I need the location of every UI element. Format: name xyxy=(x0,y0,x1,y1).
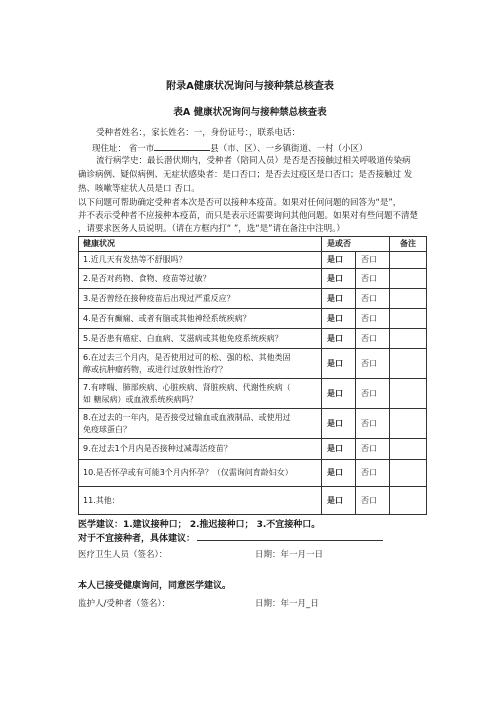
no-checkbox[interactable]: 否口 xyxy=(356,269,390,289)
health-check-table xyxy=(78,236,427,515)
table-row xyxy=(79,289,427,309)
address-suffix: 县（市、区）、一乡镇街道、一村（小区） xyxy=(210,144,368,154)
table-header-row xyxy=(79,237,427,252)
table-row xyxy=(79,252,427,269)
yes-checkbox[interactable]: 是口 xyxy=(322,460,356,487)
remark-cell[interactable] xyxy=(390,487,427,515)
remark-cell[interactable] xyxy=(390,309,427,329)
no-checkbox[interactable]: 否口 xyxy=(356,460,390,487)
no-checkbox[interactable]: 否口 xyxy=(356,409,390,439)
yes-checkbox[interactable]: 是口 xyxy=(322,329,356,349)
medical-advice-options: 医学建议：1.建议接种口； 2.推迟接种口； 3.不宜接种口。 xyxy=(78,520,321,530)
history-line-2: 确诊病例、疑似病例、无症状感染者：是口否口；是否去过疫区是口否口；是否接触过 发 xyxy=(78,170,413,180)
table-row xyxy=(79,329,427,349)
no-checkbox[interactable]: 否口 xyxy=(356,439,390,460)
yes-checkbox[interactable]: 是口 xyxy=(322,409,356,439)
question-text: 3.是否曾经在接种疫苗后出现过严重反应？ xyxy=(79,289,322,309)
table-row xyxy=(79,487,427,515)
remark-cell[interactable] xyxy=(390,349,427,379)
yes-checkbox[interactable]: 是口 xyxy=(322,349,356,379)
doctor-signature-date: 日期：年一月一日 xyxy=(255,550,324,560)
table-row xyxy=(79,349,427,379)
remark-cell[interactable] xyxy=(390,269,427,289)
guardian-signature-label: 监护人/受种者（签名）： xyxy=(78,599,171,609)
specific-advice-line xyxy=(78,531,383,544)
question-line-1: 6.在过去三个月内，是否使用过可的松、强的松、其他类固 xyxy=(83,353,291,362)
no-checkbox[interactable]: 否口 xyxy=(356,252,390,269)
question-line-1: 7.有哮喘、肺部疾病、心脏疾病、肾脏疾病、代谢性疾病（ xyxy=(83,383,291,392)
table-row xyxy=(79,309,427,329)
question-text: 2.是否对药物、食物、疫苗等过敏？ xyxy=(79,269,322,289)
header-health-status: 健康状况 xyxy=(79,237,322,252)
question-text xyxy=(79,349,322,379)
question-text: 4.是否有癫痫、或者有脑或其他神经系统疾病？ xyxy=(79,309,322,329)
yes-checkbox[interactable]: 是口 xyxy=(322,309,356,329)
yes-checkbox[interactable]: 是口 xyxy=(322,289,356,309)
remark-cell[interactable] xyxy=(390,329,427,349)
consent-statement: 本人已接受健康询问，同意医学建议。 xyxy=(78,581,232,591)
question-text: 10.是否怀孕或有可能3个月内怀孕？（仅需询问育龄妇女） xyxy=(79,460,322,487)
no-checkbox[interactable]: 否口 xyxy=(356,379,390,409)
question-line-2: 如 糖尿病）或血液系统疾病吗？ xyxy=(83,394,198,404)
appendix-title: 附录A健康状况询问与接种禁总核查表 xyxy=(166,81,334,92)
no-checkbox[interactable]: 否口 xyxy=(356,309,390,329)
instruction-line-2: 并不表示受种者不应接种本疫苗，而只是表示还需要询问其他问题。如果对有些问题不清楚 xyxy=(78,211,419,221)
yes-checkbox[interactable]: 是口 xyxy=(322,252,356,269)
county-blank xyxy=(154,141,210,151)
question-text: 9.在过去1个月内是否接种过减毒活疫苗？ xyxy=(79,439,322,460)
history-line-1: 流行病学史：最长潜伏期内，受种者（陪同人员）是否是否接触过相关呼吸道传染病 xyxy=(96,156,411,166)
recipient-info-line: 受种者姓名：，家长姓名：一，身份证号：，联系电话： xyxy=(96,128,301,138)
header-yes-no: 是或否 xyxy=(322,237,390,252)
yes-checkbox[interactable]: 是口 xyxy=(322,439,356,460)
question-line-2: 免疫球蛋白？ xyxy=(83,424,131,434)
question-text xyxy=(79,409,322,439)
yes-checkbox[interactable]: 是口 xyxy=(322,269,356,289)
remark-cell[interactable] xyxy=(390,409,427,439)
specific-advice-blank[interactable] xyxy=(197,531,383,541)
table-row xyxy=(79,439,427,460)
table-row xyxy=(79,409,427,439)
no-checkbox[interactable]: 否口 xyxy=(356,329,390,349)
question-text: 11.其他： xyxy=(79,487,322,515)
table-row xyxy=(79,460,427,487)
instruction-line-1: 以下问题可帮助确定受种者本次是否可以接种本疫苗。如果对任何问题的回答为“是”， xyxy=(78,198,402,208)
question-line-1: 8.在过去的一年内，是否接受过输血或血液制品、或使用过 xyxy=(83,413,291,422)
yes-checkbox[interactable]: 是口 xyxy=(322,487,356,515)
history-line-3: 热、咳嗽等症状人员是口 否口。 xyxy=(78,184,200,194)
question-text: 5.是否患有癌症、白血病、艾滋病或其他免疫系统疾病？ xyxy=(79,329,322,349)
question-text xyxy=(79,379,322,409)
guardian-signature-date: 日期：年一月_日 xyxy=(255,599,319,609)
remark-cell[interactable] xyxy=(390,379,427,409)
no-checkbox[interactable]: 否口 xyxy=(356,487,390,515)
doctor-signature-label: 医疗卫生人员（签名）： xyxy=(78,550,168,560)
question-line-2: 醇或抗肿瘤药物，或进行过放射性治疗？ xyxy=(83,364,227,374)
yes-checkbox[interactable]: 是口 xyxy=(322,379,356,409)
remark-cell[interactable] xyxy=(390,252,427,269)
remark-cell[interactable] xyxy=(390,439,427,460)
instruction-line-3: ，请要求医务人员说明。（请在方框内打“ ”，选“是”请在备注中注明。） xyxy=(78,224,345,234)
table-row xyxy=(79,269,427,289)
table-title: 表A 健康状况询问与接种禁总核查表 xyxy=(173,107,327,118)
question-text: 1.近几天有发热等不舒服吗？ xyxy=(79,252,322,269)
header-remark: 备注 xyxy=(390,237,427,252)
specific-advice-label: 对于不宜接种者，具体建议： xyxy=(78,534,196,544)
remark-cell[interactable] xyxy=(390,289,427,309)
address-prefix: 现住址： 省一市 xyxy=(92,144,155,154)
table-row xyxy=(79,379,427,409)
remark-cell[interactable] xyxy=(390,460,427,487)
no-checkbox[interactable]: 否口 xyxy=(356,349,390,379)
no-checkbox[interactable]: 否口 xyxy=(356,289,390,309)
